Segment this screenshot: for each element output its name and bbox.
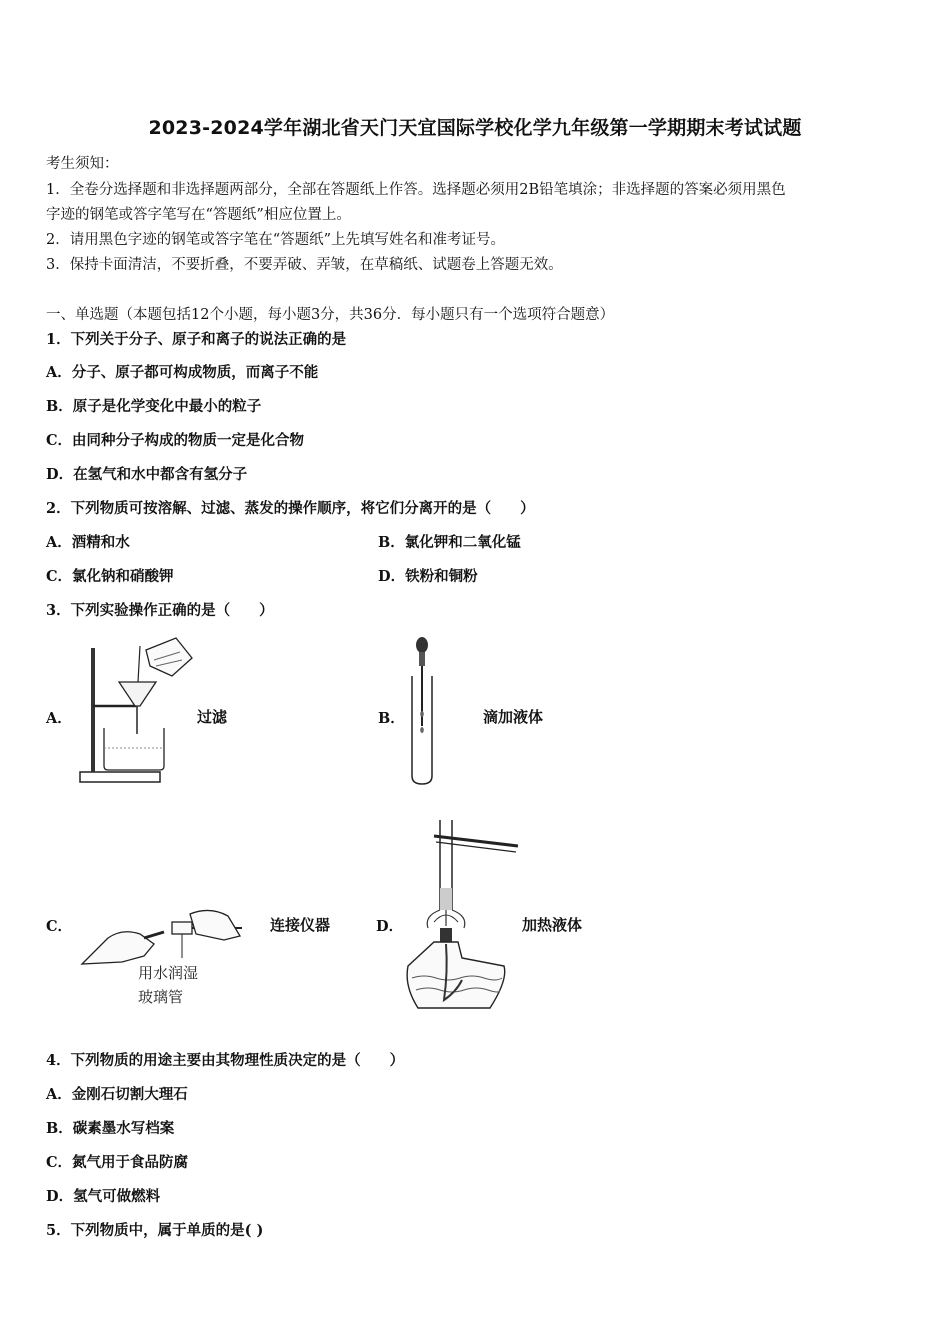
q2-option-d: D．铁粉和铜粉	[378, 568, 478, 585]
question-1-stem: 1．下列关于分子、原子和离子的说法正确的是	[46, 331, 347, 348]
q1-option-a: A．分子、原子都可构成物质，而离子不能	[46, 364, 319, 381]
question-5-stem: 5．下列物质中，属于单质的是( )	[46, 1222, 264, 1239]
notice-item: 3．保持卡面清洁，不要折叠，不要弄破、弄皱，在草稿纸、试题卷上答题无效。	[46, 257, 563, 273]
q2-option-b: B．氯化钾和二氧化锰	[378, 534, 521, 551]
q2-option-c: C．氯化钠和硝酸钾	[46, 568, 174, 585]
q3-option-a-caption: 过滤	[197, 708, 228, 726]
q1-option-d: D．在氢气和水中都含有氢分子	[46, 466, 248, 483]
notice-item: 字迹的钢笔或答字笔写在“答题纸”相应位置上。	[46, 207, 351, 223]
q3-option-c-letter: C．	[46, 918, 73, 935]
question-3-stem: 3．下列实验操作正确的是（ ）	[46, 602, 274, 619]
q4-option-d: D．氢气可做燃料	[46, 1188, 161, 1205]
handwritten-note-line-2: 玻璃管	[138, 988, 184, 1006]
q1-option-b: B．原子是化学变化中最小的粒子	[46, 398, 262, 415]
question-2-stem: 2．下列物质可按溶解、过滤、蒸发的操作顺序，将它们分离开的是（ ）	[46, 500, 535, 517]
dropper-test-tube-image	[402, 636, 442, 786]
q4-option-a: A．金刚石切割大理石	[46, 1086, 188, 1103]
connecting-apparatus-image	[78, 908, 244, 1012]
question-4-stem: 4．下列物质的用途主要由其物理性质决定的是（ ）	[46, 1052, 405, 1069]
q4-option-b: B．碳素墨水写档案	[46, 1120, 175, 1137]
q4-option-c: C．氮气用于食品防腐	[46, 1154, 189, 1171]
notice-heading: 考生须知：	[46, 156, 119, 172]
q2-option-a: A．酒精和水	[46, 534, 130, 551]
q3-option-c-caption: 连接仪器	[270, 916, 331, 934]
q3-option-d-caption: 加热液体	[522, 916, 583, 934]
exam-title: 2023-2024学年湖北省天门天宜国际学校化学九年级第一学期期末考试试题	[148, 117, 802, 139]
q3-option-b-letter: B．	[378, 710, 405, 727]
heating-liquid-image	[404, 812, 520, 1018]
q3-option-a-letter: A．	[46, 710, 72, 727]
q3-option-b-caption: 滴加液体	[483, 708, 544, 726]
section-heading: 一、单选题（本题包括12个小题，每小题3分，共36分．每小题只有一个选项符合题意）	[46, 307, 615, 323]
q1-option-c: C．由同种分子构成的物质一定是化合物	[46, 432, 305, 449]
notice-item: 2．请用黑色字迹的钢笔或答字笔在“答题纸”上先填写姓名和准考证号。	[46, 232, 506, 248]
filtration-apparatus-image	[76, 636, 200, 786]
q3-option-d-letter: D．	[376, 918, 404, 935]
handwritten-note-line-1: 用水润湿	[138, 964, 199, 982]
notice-item: 1．全卷分选择题和非选择题两部分，全部在答题纸上作答。选择题必须用2B铅笔填涂；非选择题的答案必须用黑色	[46, 182, 786, 198]
